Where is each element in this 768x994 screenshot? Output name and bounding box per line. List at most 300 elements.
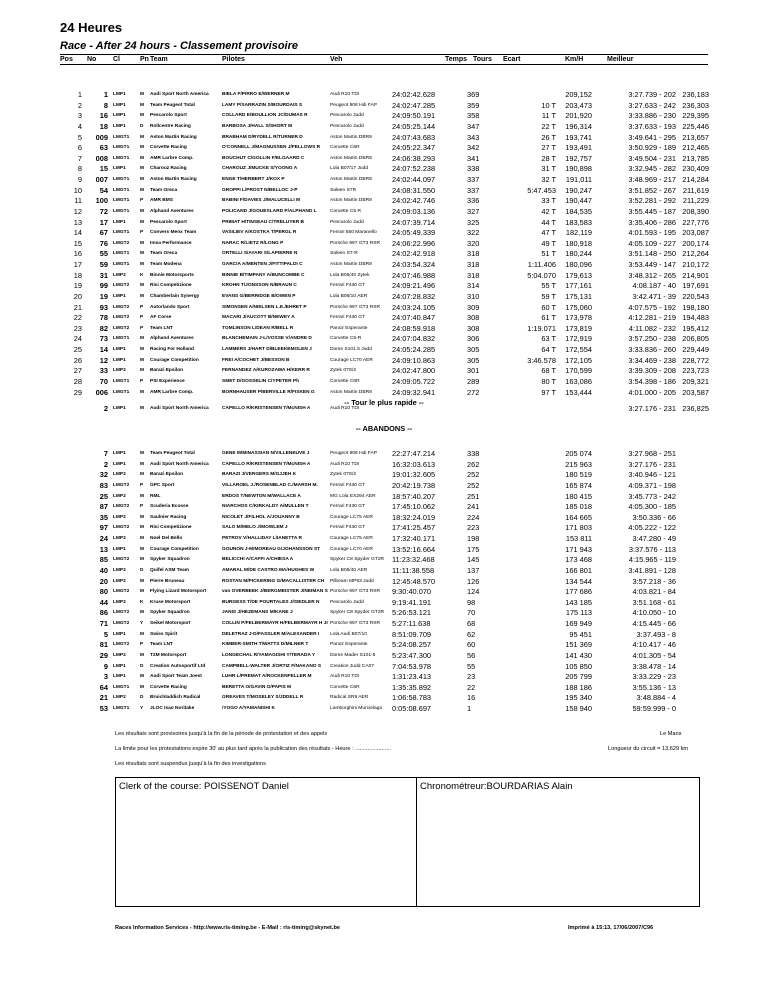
abandon-row	[0, 513, 768, 524]
cell-laps: 70	[467, 608, 476, 618]
result-row	[0, 143, 768, 154]
cell-no: 24	[99, 534, 108, 543]
cell-speed: 190,898	[565, 164, 592, 174]
cell-no: 12	[99, 355, 108, 365]
cell-team: Team LNT	[150, 325, 173, 331]
footer-ris: Races Information Services - http://www.ris-timing.be - E-Mail : ris-timing@skynet.be	[115, 925, 340, 931]
protest-limit-note: La limite pour les protestations expire 30' au plus tard après la publication des résultats - Heure : .......................	[115, 746, 391, 752]
cell-no: 9	[103, 661, 108, 671]
cell-best-lap: 4:08.187 - 40	[632, 281, 676, 291]
cell-best-lap: 4:03.821 - 84	[632, 587, 676, 597]
cell-time: 12:45:48.570	[392, 576, 436, 586]
cell-vehicle: Ferrari F430 GT	[330, 525, 366, 531]
cell-speed: 183,583	[565, 217, 592, 227]
cell-speed: 141 430	[565, 650, 592, 660]
cell-best-lap: 3:51.168 - 61	[632, 597, 676, 607]
cell-speed: 195 340	[565, 693, 592, 703]
cell-best-lap: 3:52.281 - 292	[628, 196, 676, 206]
cell-team: Saulnier Racing	[150, 514, 187, 520]
cell-gap: 64 T	[541, 345, 556, 354]
cell-laps: 241	[467, 502, 480, 512]
cell-class: LMGT2	[113, 610, 130, 616]
cell-vehicle: Peugeot 908 Hdi FAP	[330, 102, 378, 108]
cell-best-lap: 4:15.965 - 119	[628, 555, 676, 565]
cell-no: 33	[99, 366, 108, 376]
cell-drivers: NICOLET J/FILHOL A/JOUANNY B	[222, 514, 300, 520]
cell-best-lap: 3:49.641 - 295	[628, 132, 676, 142]
cell-drivers: CAMPBELL-WALTER J/ORTIZ F/NAKANO S	[222, 663, 322, 669]
cell-class: LMP1	[113, 546, 126, 552]
cell-pn: M	[140, 102, 144, 108]
cell-pos: 13	[73, 217, 82, 227]
cell-drivers: ORTELLI S/AYARI S/LAPIERRE N	[222, 251, 298, 257]
cell-pn: M	[140, 536, 144, 541]
cell-laps: 359	[467, 100, 480, 110]
cell-time: 24:07:52.238	[392, 164, 436, 174]
cell-best-lap: 4:05.300 - 185	[628, 502, 676, 512]
cell-pn: M	[140, 461, 144, 467]
cell-drivers: ROSTAN M/PICKERING G/MACALLISTER CH	[222, 578, 325, 584]
cell-no: 20	[99, 576, 108, 586]
cell-best-speed: 214,901	[682, 270, 709, 280]
cell-time: 24:05:49.339	[392, 228, 436, 238]
cell-vehicle: Aston Martin DBR9	[330, 198, 372, 204]
cell-speed: 175,131	[565, 291, 592, 301]
cell-speed: 173,819	[565, 323, 592, 333]
cell-laps: 322	[467, 228, 480, 238]
abandons-heading: -- ABANDONS --	[355, 424, 413, 433]
cell-team: Spyker Squadron	[150, 610, 190, 616]
abandon-row	[0, 460, 768, 471]
abandon-row	[0, 555, 768, 566]
cell-pn: M	[140, 336, 144, 342]
cell-no: 3	[103, 672, 108, 682]
cell-class: LMGT1	[113, 198, 130, 204]
cell-best-lap: 4:01.000 - 205	[628, 387, 676, 397]
cell-team: Risi Competizione	[150, 283, 192, 289]
cell-pos: 28	[73, 376, 82, 386]
result-row	[0, 207, 768, 218]
cell-class: LMP2	[113, 578, 126, 584]
cell-best-speed: 211,229	[682, 196, 709, 206]
cell-gap: 32 T	[541, 175, 556, 184]
cell-vehicle: Audi R10 TDI	[330, 406, 360, 411]
cell-no: 15	[99, 164, 108, 174]
cell-team: Spyker Squadron	[150, 557, 190, 563]
timekeeper-signature-box	[416, 777, 700, 907]
cell-time: 24:06:38.293	[392, 153, 436, 163]
cell-best-lap: 3:54.398 - 186	[628, 376, 676, 386]
cell-laps: 305	[467, 345, 480, 354]
cell-pn: M	[140, 451, 144, 456]
cell-best-speed: 195,412	[682, 323, 709, 333]
cell-vehicle: Porsche 997 GT3 RSR	[330, 621, 381, 626]
cell-no: 006	[95, 387, 108, 397]
cell-pos: 14	[73, 228, 82, 238]
cell-time: 24:09:21.496	[392, 281, 436, 291]
cell-best-lap: 3:51.148 - 250	[628, 249, 676, 259]
header-meilleur: Meilleur	[607, 56, 634, 63]
cell-speed: 184,535	[565, 206, 592, 216]
header-tours: Tours	[473, 56, 492, 63]
cell-pn: D	[140, 663, 144, 669]
cell-best-lap: 3:27.633 - 242	[628, 100, 676, 110]
abandon-row	[0, 587, 768, 598]
cell-class: LMP2	[113, 368, 126, 374]
cell-time: 24:07:40.847	[392, 313, 436, 323]
abandon-row	[0, 492, 768, 503]
cell-best-speed: 209,321	[682, 376, 709, 386]
cell-pn: D	[140, 567, 144, 573]
result-row	[0, 366, 768, 377]
cell-vehicle: Creation Judd CA07	[330, 663, 375, 669]
cell-class: LMGT1	[113, 684, 130, 690]
abandon-row	[0, 651, 768, 662]
cell-speed: 205 799	[565, 672, 592, 682]
cell-pos: 15	[73, 238, 82, 248]
cell-laps: 98	[467, 597, 476, 607]
cell-class: LMGT1	[113, 230, 130, 236]
result-row	[0, 228, 768, 239]
cell-no: 18	[99, 121, 108, 131]
cell-vehicle: MG Lola EX264 AER	[330, 493, 376, 499]
cell-class: LMGT2	[113, 504, 130, 510]
cell-no: 80	[99, 587, 108, 597]
cell-class: LMGT2	[113, 325, 130, 331]
abandon-row	[0, 470, 768, 481]
cell-no: 87	[99, 502, 108, 512]
cell-best-lap: 3:55.445 - 187	[628, 206, 676, 216]
cell-laps: 198	[467, 534, 480, 543]
cell-drivers: LAMY P/SARRAZIN S/BOURDAIS S	[222, 102, 303, 108]
cell-pos: 12	[73, 206, 82, 216]
result-row	[0, 334, 768, 345]
cell-best-lap: 3:37.576 - 113	[628, 544, 676, 554]
cell-pn: M	[140, 389, 144, 395]
cell-team: Corvette Racing	[150, 684, 187, 690]
cell-pos: 18	[73, 270, 82, 280]
header-no: No	[87, 56, 97, 63]
cell-pos: 2	[77, 100, 82, 110]
cell-time: 24:03:54.324	[392, 260, 436, 269]
cell-team: Kruse Motorsport	[150, 599, 191, 605]
cell-no: 100	[95, 196, 108, 206]
cell-pn: M	[140, 177, 144, 182]
cell-no: 73	[99, 334, 108, 344]
cell-time: 0:05:08.697	[392, 704, 432, 713]
cell-laps: 145	[467, 555, 480, 565]
cell-time: 24:09:10.863	[392, 355, 436, 365]
cell-pn: M	[140, 610, 144, 616]
cell-no: 35	[99, 512, 108, 522]
cell-vehicle: Lola B05/40 Zytek	[330, 272, 370, 278]
cell-drivers: BINNIE B/TIMPANY A/BUNCOMBE C	[222, 272, 305, 278]
cell-class: LMP1	[113, 102, 126, 108]
cell-best-lap: 3:55.136 - 13	[632, 682, 676, 692]
cell-gap: 5:47.453	[527, 185, 556, 195]
cell-pn: M	[140, 134, 144, 140]
cell-drivers: KROHN T/JONSSON N/BRAUN C	[222, 283, 297, 289]
cell-no: 53	[99, 704, 108, 713]
cell-no: 55	[99, 249, 108, 259]
fastest-lap-table	[0, 404, 768, 415]
cell-pn: K	[140, 272, 144, 278]
cell-time: 24:02:42.918	[392, 249, 436, 259]
cell-laps: 23	[467, 672, 476, 682]
cell-pn: P	[140, 230, 144, 236]
cell-team: Swiss Spirit	[150, 631, 178, 637]
cell-speed: 180,244	[565, 249, 592, 259]
header-cl: Cl	[113, 56, 120, 63]
cell-team: Flying Lizard Motorsport	[150, 589, 207, 595]
cell-team: AF Corse	[150, 315, 172, 321]
header-temps: Temps	[445, 56, 468, 63]
cell-time: 24:07:04.832	[392, 334, 436, 344]
cell-vehicle: Courage LC75 AER	[330, 536, 373, 541]
cell-pos: 16	[73, 249, 82, 259]
cell-pn: P	[140, 642, 144, 648]
result-row	[0, 90, 768, 101]
cell-pn: P	[140, 482, 144, 488]
cell-drivers: GENE M/MINASSIAN N/VILLENEUVE J	[222, 451, 310, 456]
cell-pn: M	[140, 145, 144, 151]
cell-time: 24:09:03.136	[392, 206, 436, 216]
cell-best-lap: 4:15.445 - 66	[632, 619, 676, 628]
cell-time: 18:32:24.019	[392, 512, 436, 522]
cell-vehicle: Zytek 07S/2	[330, 368, 357, 374]
cell-class: LMGT1	[113, 262, 130, 267]
cell-pn: M	[140, 251, 144, 257]
abandon-row	[0, 566, 768, 577]
cell-no: 93	[99, 302, 108, 312]
cell-gap: 55 T	[541, 281, 556, 291]
cell-gap: 42 T	[541, 206, 556, 216]
cell-team: Creation Autosportif Ltd	[150, 663, 206, 669]
cell-laps: 338	[467, 449, 480, 458]
cell-laps: 347	[467, 121, 480, 131]
cell-drivers: CHAROUZ J/MUCKE S/YOONG A	[222, 166, 298, 172]
cell-class: LMP1	[113, 674, 126, 680]
cell-team: Courage Competition	[150, 546, 199, 552]
cell-pn: M	[140, 357, 144, 363]
cell-vehicle: Pescarolo Judd	[330, 123, 364, 129]
result-row	[0, 186, 768, 197]
cell-time: 24:09:05.722	[392, 376, 436, 386]
cell-best-speed: 236,303	[682, 100, 709, 110]
cell-best-lap: 3:49.504 - 231	[628, 153, 676, 163]
cell-best-lap: 3:27.176 - 231	[628, 404, 676, 413]
cell-best-lap: 3:32.945 - 282	[628, 164, 676, 174]
cell-time: 24:02:47.285	[392, 100, 436, 110]
cell-vehicle: Pilbeam MP93 Judd	[330, 578, 374, 584]
cell-best-lap: 3:27.739 - 202	[628, 90, 676, 99]
cell-time: 24:09:32.941	[392, 387, 436, 397]
cell-class: LMGT1	[113, 145, 130, 151]
cell-class: LMP2	[113, 567, 126, 573]
cell-gap: 10 T	[541, 100, 556, 110]
cell-pn: M	[140, 546, 144, 552]
cell-no: 86	[99, 608, 108, 618]
cell-best-lap: 3:37.633 - 193	[628, 121, 676, 131]
result-row	[0, 324, 768, 335]
cell-drivers: VILLAROEL J./ROSENBLAD C./MARSH M.	[222, 482, 318, 488]
cell-no: 32	[99, 470, 108, 480]
cell-laps: 68	[467, 619, 476, 628]
cell-gap: 51 T	[541, 249, 556, 259]
cell-drivers: GOUNON J-M/MOREAU G/JOHANSSON ST	[222, 546, 321, 552]
cell-best-lap: 3:33.886 - 230	[628, 111, 676, 121]
cell-pn: P	[140, 198, 144, 204]
cell-pn: M	[140, 674, 144, 680]
cell-gap: 3:46.578	[527, 355, 556, 365]
cell-no: 29	[99, 650, 108, 660]
cell-time: 17:32:40.171	[392, 534, 436, 543]
cell-drivers: KIMBER-SMITH T/WATTS D/MILNER T	[222, 642, 309, 648]
cell-pn: Y	[140, 621, 144, 626]
cell-laps: 337	[467, 185, 480, 195]
cell-laps: 318	[467, 270, 480, 280]
cell-speed: 165 874	[565, 480, 592, 490]
cell-vehicle: Audi R10 TDI	[330, 461, 360, 467]
cell-team: Noel Del Bello	[150, 536, 183, 541]
cell-drivers: BERETTA O/GAVIN O/PAPIS M	[222, 684, 292, 690]
cell-no: 007	[95, 175, 108, 184]
cell-drivers: van OVERBEEK J/BERGMEISTER J/NEIMAN S	[222, 589, 328, 595]
cell-vehicle: Ferrari F430 GT	[330, 283, 366, 289]
cell-best-speed: 220,543	[682, 291, 709, 301]
cell-speed: 163,086	[565, 376, 592, 386]
cell-no: 1	[103, 90, 108, 99]
abandon-row	[0, 608, 768, 619]
cell-pos: 22	[73, 313, 82, 323]
cell-team: Rollcentre Racing	[150, 123, 191, 129]
header-divider-top	[60, 54, 708, 55]
cell-laps: 337	[467, 175, 480, 184]
cell-speed: 171 943	[565, 544, 592, 554]
cell-vehicle: Lola B07/17 Judd	[330, 166, 369, 172]
cell-drivers: AMARAL M/DE CASTRO MA/HUGHES W	[222, 567, 315, 573]
cell-best-speed: 229,449	[682, 345, 709, 354]
cell-time: 24:09:50.191	[392, 111, 436, 121]
cell-best-lap: 3:39.309 - 208	[628, 366, 676, 376]
cell-laps: 310	[467, 291, 480, 301]
cell-gap: 63 T	[541, 334, 556, 344]
cell-best-lap: 3:27.176 - 231	[628, 459, 676, 469]
cell-speed: 188 186	[565, 682, 592, 692]
cell-time: 5:26:53.121	[392, 608, 432, 618]
cell-laps: 369	[467, 90, 480, 99]
result-row	[0, 111, 768, 122]
investigation-note: Les résultats sont suspendus jusqu'à la fin des investigations	[115, 761, 266, 767]
cell-pn: M	[140, 472, 144, 478]
result-row	[0, 292, 768, 303]
cell-speed: 192,757	[565, 153, 592, 163]
cell-speed: 180 415	[565, 491, 592, 501]
cell-laps: 318	[467, 260, 480, 269]
cell-best-lap: 3:37.493 - 8	[636, 629, 676, 639]
cell-time: 24:03:24.105	[392, 302, 436, 312]
cell-pn: P	[140, 304, 144, 310]
cell-drivers: JANIS J/HEZEMANS M/KANE J	[222, 610, 293, 616]
cell-pos: 21	[73, 302, 82, 312]
cell-best-speed: 200,174	[682, 238, 709, 248]
cell-vehicle: Pescarolo Judd	[330, 599, 364, 605]
cell-laps: 336	[467, 196, 480, 206]
cell-no: 31	[99, 270, 108, 280]
abandon-row	[0, 502, 768, 513]
fastest-lap-heading: -- Tour le plus rapide --	[344, 398, 424, 407]
cell-drivers: BURGESS T/DE POURTALES J/SIEDLER N	[222, 599, 320, 605]
cell-best-speed: 194,483	[682, 313, 709, 323]
cell-pn: P	[140, 325, 144, 331]
cell-drivers: COLLIN P/FELBERMAYR H/FELBERMAYR H Jr	[222, 621, 329, 626]
cell-vehicle: Saleen S7-R	[330, 251, 358, 257]
cell-class: LMGT1	[113, 336, 130, 342]
cell-speed: 164 665	[565, 512, 592, 522]
cell-pos: 6	[77, 143, 82, 153]
cell-no: 5	[103, 629, 108, 639]
cell-laps: 252	[467, 470, 480, 480]
abandon-row	[0, 662, 768, 673]
cell-time: 24:07:39.714	[392, 217, 436, 227]
cell-no: 83	[99, 480, 108, 490]
cell-vehicle: Peugeot 908 Hdi FAP	[330, 451, 378, 456]
cell-laps: 251	[467, 491, 480, 501]
result-row	[0, 101, 768, 112]
cell-laps: 16	[467, 693, 476, 703]
cell-speed: 169 949	[565, 619, 592, 628]
cell-class: LMP2	[113, 695, 126, 701]
cell-best-speed: 211,619	[682, 185, 709, 195]
cell-laps: 55	[467, 661, 476, 671]
cell-vehicle: Ferrari F430 GT	[330, 504, 366, 510]
cell-no: 54	[99, 185, 108, 195]
clerk-signature-box	[115, 777, 419, 907]
cell-pn: M	[140, 578, 144, 584]
cell-team: Audi Sport North America	[150, 461, 209, 467]
cell-best-lap: 4:01.593 - 195	[628, 228, 676, 238]
cell-speed: 166 801	[565, 565, 592, 575]
cell-best-lap: 4:05.222 - 122	[628, 523, 676, 533]
cell-pos: 4	[77, 121, 82, 131]
cell-best-lap: 3:47.280 - 49	[632, 534, 676, 543]
cell-drivers: BABINI F/DAVIES J/MALUCELLI M	[222, 198, 300, 204]
cell-class: LMP2	[113, 536, 126, 541]
cell-speed: 190,247	[565, 185, 592, 195]
cell-vehicle: Aston Martin DBR9	[330, 177, 372, 182]
cell-team: Risi Competizione	[150, 525, 192, 531]
cell-speed: 158 940	[565, 704, 592, 713]
result-row	[0, 133, 768, 144]
cell-drivers: BLANCHEMAIN J-L/VOSSE V/ANDRE D	[222, 336, 312, 342]
cell-vehicle: Corvette C5-R	[330, 336, 362, 342]
footer-printed: Imprimé à 15:13, 17/06/2007/C96	[568, 925, 654, 931]
cell-time: 13:52:16.664	[392, 544, 436, 554]
cell-time: 24:02:47.800	[392, 366, 436, 376]
cell-drivers: /YOGO A/YAMANISHI K	[222, 706, 275, 711]
cell-pn: M	[140, 589, 144, 595]
cell-laps: 343	[467, 132, 480, 142]
cell-best-speed: 229,395	[682, 111, 709, 121]
cell-no: 81	[99, 640, 108, 650]
cell-vehicle: Pescarolo Judd	[330, 219, 364, 225]
cell-best-lap: 3:40.946 - 121	[628, 470, 676, 480]
cell-class: LMP1	[113, 219, 126, 225]
cell-class: LMGT2	[113, 589, 130, 595]
cell-laps: 62	[467, 629, 476, 639]
cell-gap: 27 T	[541, 143, 556, 153]
cell-speed: 175 113	[565, 608, 592, 618]
